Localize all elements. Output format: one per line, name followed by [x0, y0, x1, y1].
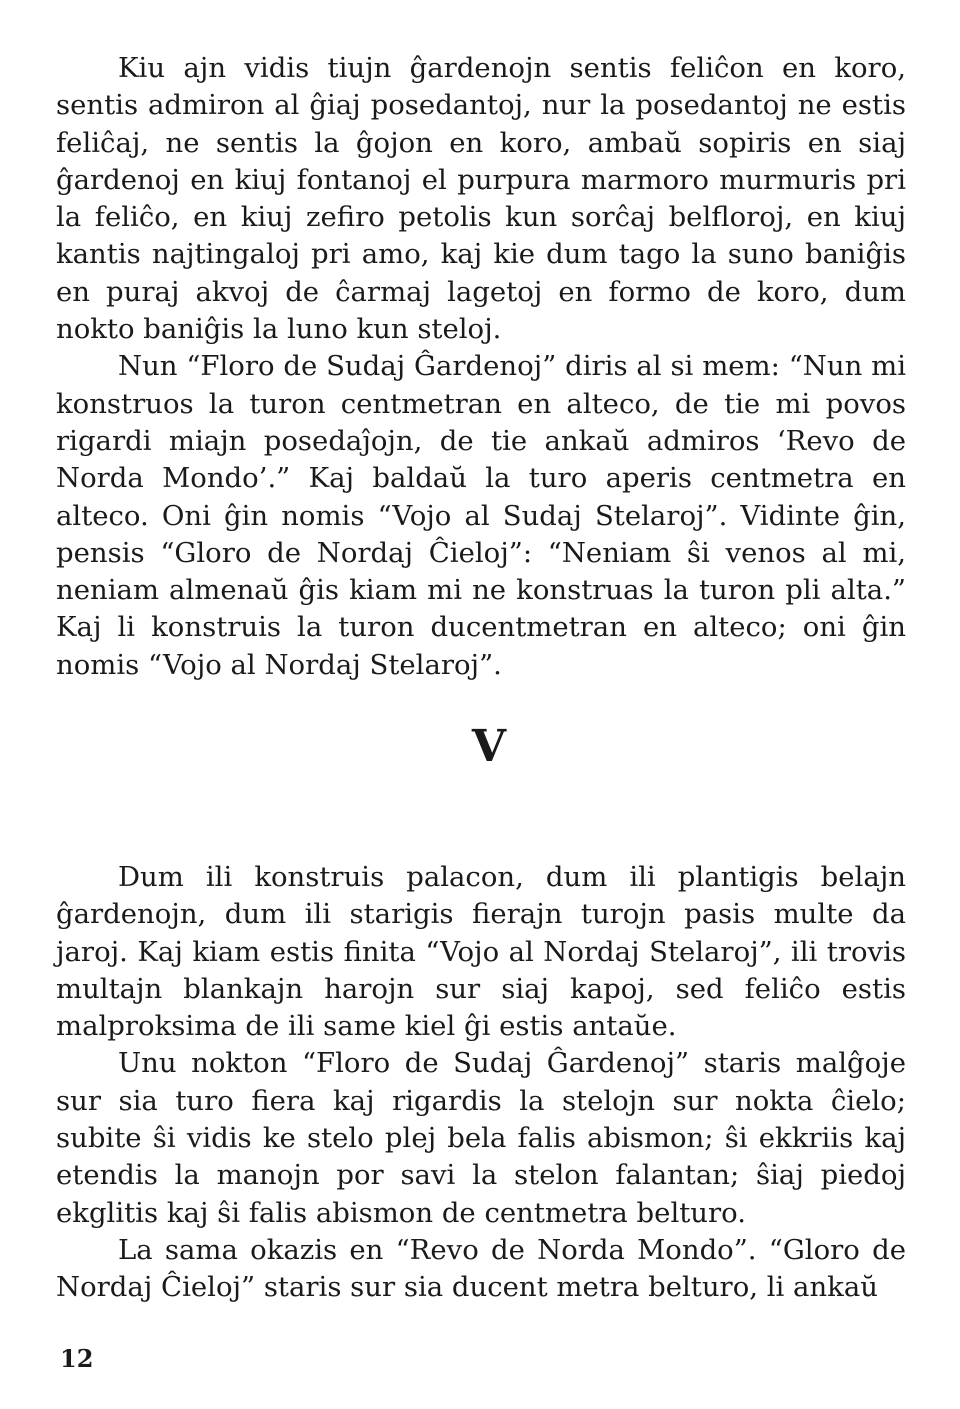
paragraph-4: Unu nokton “Floro de Sudaj Ĝardenoj” staris malĝoje sur sia turo fiera kaj rigardis la stelojn sur nokta ĉielo; subite ŝi vidis ke stelo plej bela falis abismon; ŝi ekkriis kaj etendis la manojn por savi la stelon falantan; ŝiaj piedoj ekglitis kaj ŝi falis abismon de centmetra belturo. [56, 1047, 906, 1229]
chapter-heading: V [471, 721, 507, 772]
paragraph-1: Kiu ajn vidis tiujn ĝardenojn sentis feliĉon en koro, sentis admiron al ĝiaj posedantoj, nur la posedantoj ne estis feliĉaj, ne sentis la ĝojon en koro, ambaŭ sopiris en siaj ĝardenoj en kiuj fontanoj el purpura marmoro murmuris pri la feliĉo, en kiuj zefiro petolis kun sorĉaj belfloroj, en kiuj kantis najtingaloj pri amo, kaj kie dum tago la suno baniĝis en puraj akvoj de ĉarmaj lagetoj en formo de koro, dum nokto baniĝis la luno kun steloj. [56, 52, 906, 346]
page-number: 12 [60, 1344, 94, 1373]
paragraph-5: La sama okazis en “Revo de Norda Mondo”. “Gloro de Nordaj Ĉieloj” staris sur sia ducent metra belturo, li ankaŭ [56, 1233, 906, 1304]
text-block-top [56, 50, 906, 684]
text-block-bottom [56, 859, 906, 1307]
paragraph-2: Nun “Floro de Sudaj Ĝardenoj” diris al si mem: “Nun mi konstruos la turon centmetran en alteco, de tie mi povos rigardi miajn posedaĵojn, de tie ankaŭ admiros ‘Revo de Norda Mondo’.” Kaj baldaŭ la turo aperis centmetra en alteco. Oni ĝin nomis “Vojo al Sudaj Stelaroj”. Vidinte ĝin, pensis “Gloro de Nordaj Ĉieloj”: “Neniam ŝi venos al mi, neniam almenaŭ ĝis kiam mi ne konstruas la turon pli alta.” Kaj li konstruis la turon ducentmetran en alteco; oni ĝin nomis “Vojo al Nordaj Stelaroj”. [56, 350, 906, 681]
paragraph-3: Dum ili konstruis palacon, dum ili plantigis belajn ĝardenojn, dum ili starigis fierajn turojn pasis multe da jaroj. Kaj kiam estis finita “Vojo al Nordaj Stelaroj”, ili trovis multajn blankajn harojn sur siaj kapoj, sed feliĉo estis malproksima de ili same kiel ĝi estis antaŭe. [56, 861, 906, 1043]
